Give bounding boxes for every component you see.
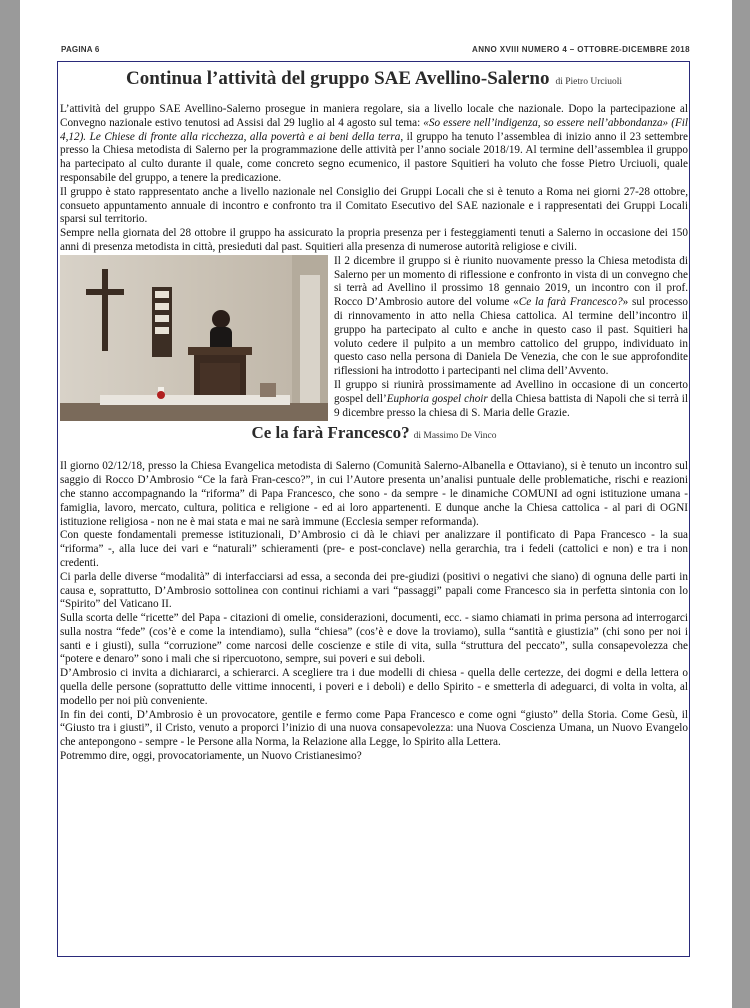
article1-p4-text-cont: » sul processo di rinnovamento in atto nella Chiesa cattolica. Al termine dell’incontro il gruppo ha partecipato al culto e anche in questo caso il past. Squitieri ha voluto cedere il pulpito a un membro cattolico del gruppo, individuato in questo caso nella persona di Daniela De Venezia, che con le sue approfondite riflessioni ha introdotto i partecipanti nel clima dell’Avvento. xyxy=(334,296,689,378)
issue-info: ANNO XVIII NUMERO 4 – OTTOBRE-DICEMBRE 2018 xyxy=(472,45,690,54)
article1-paragraph-2: Il gruppo è stato rappresentato anche a livello nazionale nel Consiglio dei Gruppi Locali che si è tenuto a Roma nei giorni 27-28 ottobre, consueto appuntamento annuale di incontro e confronto tra il Comitato Esecutivo del SAE nazionale e i rappresentati dei Gruppi Locali sparsi sul territorio. xyxy=(60,185,688,226)
article1-paragraph-1 xyxy=(60,103,688,186)
article1-title xyxy=(60,68,688,93)
article1-paragraph-3: Sempre nella giornata del 28 ottobre il gruppo ha assicurato la propria presenza per i festeggiamenti tenuti a Salerno in occasione dei 150 anni di presenza metodista in città, presieduti dal past. Squitieri alla presenza di numerose autorità religiose e civili. xyxy=(60,227,688,253)
newsletter-page xyxy=(20,0,732,1008)
article1-byline: di Pietro Urciuoli xyxy=(555,77,622,87)
article2-paragraph-2: Con queste fondamentali premesse istituzionali, D’Ambrosio ci dà le chiavi per analizzare il pontificato di Papa Francesco - la sua “riforma” -, alla luce dei vari e “naturali” schieramenti (pre- e post-conclave) nella gerarchia, tra i fedeli (cattolici e non) e tra i non credenti. xyxy=(60,529,688,569)
article2-paragraph-6: In fin dei conti, D’Ambrosio è un provocatore, gentile e fermo come Papa Francesco e come ogni “giusto” della Storia. Come Gesù, il “Giusto tra i giusti”, il Cristo, venuto a proporci l’inizio di una nuova consapevolezza: una Nuova Coscienza Umana, un Nuovo Evangelo che antepongono - sempre - le Persone alla Norma, la Relazione alla Legge, lo Spirito alla Lettera. xyxy=(60,708,688,749)
article2-paragraph-3: Ci parla delle diverse “modalità” di interfacciarsi ad essa, a seconda dei pre-giudizi (positivi o negativi che siano) di ognuna delle parti in causa e, soprattutto, D’Ambrosio sottolinea con continui richiami a vari “passaggi” papali come Francesco sia in perfetta sintonia con lo “Spirito” del Vaticano II. xyxy=(60,570,688,611)
article-content xyxy=(60,66,688,764)
article2-byline: di Massimo De Vinco xyxy=(413,431,497,442)
article1-p4-text: Il 2 dicembre il gruppo si è riunito nuovamente presso la Chiesa metodista di Salerno per un momento di riflessione e confronto in vista di un convegno che si terrà ad Avellino il prossimo 18 gennaio 2019, un incontro con il prof. Rocco D’Ambrosio autore del volume « xyxy=(334,254,688,309)
article2-title xyxy=(60,423,688,446)
article1-title-text: Continua l’attività del gruppo SAE Avellino-Salerno xyxy=(125,68,550,89)
article2-paragraph-1: Il giorno 02/12/18, presso la Chiesa Evangelica metodista di Salerno (Comunità Salerno-Albanella e Ottaviano), si è tenuto un incontro sul saggio di Rocco D’Ambrosio “Ce la farà Fran-cesco?”, in cui l’Autore presenta un’analisi puntuale delle problematiche, rischi e reazioni che stanno accompagnando la “riforma” di Papa Francesco, che sono - da sempre - le dinamiche COMUNI ad ogni istituzione umana - famiglia, lavoro, mercato, cultura, politica e religione - ed ai loro appartenenti. E dunque anche la Chiesa cattolica - al pari di OGNI istituzione religiosa - non ne è mai stata e mai ne sarà immune (Ecclesia semper reformanda). xyxy=(60,460,688,528)
article1-p5-text: Il gruppo si riunirà prossimamente ad Avellino in occasione di un concerto gospel dell’ xyxy=(334,378,688,405)
choir-name: Euphoria gospel choir xyxy=(386,392,488,405)
church-photo xyxy=(60,255,328,421)
article2-paragraph-4: Sulla scorta delle “ricette” del Papa - citazioni di omelie, considerazioni, documenti, ecc. - siamo chiamati in prima persona ad interrogarci sulla nostra “fede” (cos’è e come la intendiamo), sulla “chiesa” (cos’è e dove la troviamo), sulla “santità e giustizia” (chi sono per noi i santi e i giusti), sulla “corruzione” come narcosi delle coscienze e stile di vita, sulla “struttura del peccato”, sulla consapevolezza che “potere e denaro” sono i mali che si ripercuotono, sempre, sui poveri e sui deboli. xyxy=(60,612,688,666)
article1-p1-text: L’attività del gruppo SAE Avellino-Salerno prosegue in maniera regolare, sia a livello locale che nazionale. Dopo la partecipazione al Convegno nazionale estivo tenutosi ad Assisi dal 29 luglio al 4 agosto sul tema: xyxy=(60,103,688,129)
article1-p1-quote: «So essere nell’indigenza, so essere nell’abbondanza» (Fil 4,12). Le Chiese di fronte alla ricchezza, alla povertà e ai beni della terra xyxy=(60,116,688,143)
article2-paragraph-7: Potremmo dire, oggi, provocatoriamente, un Nuovo Cristianesimo? xyxy=(60,750,362,763)
book-title: Ce la farà Francesco? xyxy=(518,296,623,309)
page-number: PAGINA 6 xyxy=(61,45,100,54)
article1-p5-text-cont: della Chiesa battista di Napoli che si terrà il 9 dicembre presso la chiesa di S. Maria delle Grazie. xyxy=(334,392,688,419)
article2-title-text: Ce la farà Francesco? xyxy=(251,423,410,443)
article2-paragraph-5: D’Ambrosio ci invita a dichiararci, a schierarci. A scegliere tra i due modelli di chiesa - quella delle certezze, dei dogmi e della lettera o quella delle persone (soprattutto delle vittime innocenti, i poveri e i deboli) e dello Spirito - e smetterla di adeguarci, di volta in volta, al modello per noi più conveniente. xyxy=(60,667,688,707)
article1-p1-text-cont: , il gruppo ha tenuto l’assemblea di inizio anno il 23 settembre presso la Chiesa metodista di Salerno per la programmazione delle attività per l’anno sociale 2018/19. Al termine dell’assemblea il gruppo ha partecipato al culto durante il quale, come concreto segno ecumenico, il pastore Squitieri ha voluto che fosse Pietro Urciuoli, quale responsabile del gruppo, a tenere la predicazione. xyxy=(60,130,688,184)
